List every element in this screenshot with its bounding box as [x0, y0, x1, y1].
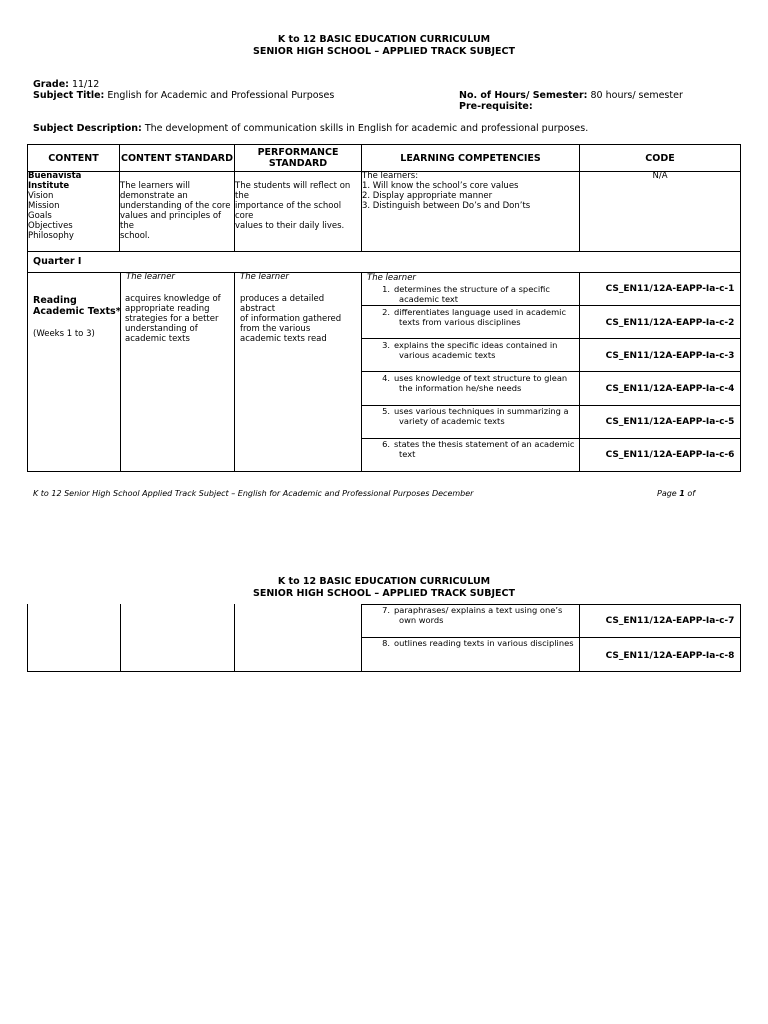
- competency-divider: [361, 305, 741, 306]
- competency-item: [362, 284, 550, 304]
- row-divider: [27, 671, 741, 672]
- institute-item: Objectives: [28, 221, 73, 231]
- institute-item: Goals: [28, 211, 52, 221]
- competency-line2: academic text: [399, 294, 459, 304]
- institute-name-line1: Buenavista: [28, 171, 82, 181]
- reading-content-title: [33, 295, 121, 317]
- competency-divider: [361, 338, 741, 339]
- competency-code: CS_EN11/12A-EAPP-Ia-c-8: [605, 651, 735, 661]
- description-label: Subject Description:: [33, 123, 142, 134]
- page2-header-line1: K to 12 BASIC EDUCATION CURRICULUM: [277, 576, 491, 587]
- col-divider: [740, 604, 741, 672]
- competency-number: 2.: [382, 307, 390, 317]
- institute-content-standard: [120, 181, 234, 241]
- text-line: The learners:: [362, 171, 419, 181]
- prerequisite-label: Pre-requisite:: [459, 101, 533, 112]
- institute-competencies: [362, 171, 579, 211]
- header-learning-competencies: LEARNING COMPETENCIES: [400, 152, 541, 164]
- competency-code: CS_EN11/12A-EAPP-Ia-c-6: [605, 450, 735, 460]
- competency-divider: [361, 371, 741, 372]
- competency-line1: differentiates language used in academic: [394, 307, 567, 317]
- competency-line1: determines the structure of a specific: [394, 284, 550, 294]
- footer-page-number: 1: [679, 489, 685, 498]
- subject-title-info: [33, 90, 334, 101]
- text-line: acquires knowledge of: [125, 294, 221, 304]
- text-line: values to their daily lives.: [235, 221, 345, 231]
- text-line: understanding of: [125, 324, 198, 334]
- institute-name-line2: Institute: [28, 181, 70, 191]
- text-line: academic texts read: [240, 334, 327, 344]
- competency-number: 1.: [382, 284, 390, 294]
- competency-number: 5.: [382, 406, 390, 416]
- text-line: appropriate reading: [125, 304, 210, 314]
- institute-content: [28, 171, 118, 241]
- competency-number: 7.: [382, 605, 390, 615]
- page-header-line1: K to 12 BASIC EDUCATION CURRICULUM: [277, 34, 491, 45]
- text-line: values and principles of the: [120, 211, 222, 231]
- competency-line2: various academic texts: [399, 350, 496, 360]
- competency-number: 6.: [382, 439, 390, 449]
- competency-line2: text: [399, 449, 416, 459]
- institute-performance-standard: [235, 181, 361, 231]
- competency-line1: uses various techniques in summarizing a: [394, 406, 569, 416]
- institute-item: Philosophy: [28, 231, 74, 241]
- reading-title-line2: Academic Texts*: [33, 306, 121, 317]
- competency-line1: explains the specific ideas contained in: [394, 340, 558, 350]
- subject-description: [33, 123, 588, 134]
- text-line: importance of the school core: [235, 201, 342, 221]
- text-line: The learners will: [120, 181, 190, 191]
- institute-item: Vision: [28, 191, 54, 201]
- competency-item: [362, 373, 567, 393]
- footer-page-prefix: Page: [657, 489, 677, 498]
- learner-label: The learner: [367, 273, 416, 283]
- col-divider: [234, 272, 235, 472]
- competency-line2: texts from various disciplines: [399, 317, 521, 327]
- grade-label: Grade:: [33, 79, 69, 90]
- competency-item: [362, 439, 574, 459]
- competency-code: CS_EN11/12A-EAPP-Ia-c-4: [605, 384, 735, 394]
- grade-value: 11/12: [71, 79, 100, 90]
- competency-item: [362, 638, 574, 648]
- grade-info: [33, 79, 99, 90]
- header-performance-line1: PERFORMANCE: [257, 147, 339, 158]
- text-line: 2. Display appropriate manner: [362, 191, 493, 201]
- text-line: The students will reflect on the: [235, 181, 351, 201]
- text-line: produces a detailed abstract: [240, 294, 325, 314]
- competency-code: CS_EN11/12A-EAPP-Ia-c-2: [605, 318, 735, 328]
- text-line: school.: [120, 231, 150, 241]
- reading-weeks: (Weeks 1 to 3): [33, 329, 95, 339]
- col-divider: [27, 604, 28, 672]
- reading-performance-standard: [240, 294, 360, 344]
- learner-label: The learner: [240, 272, 289, 282]
- competency-code: CS_EN11/12A-EAPP-Ia-c-5: [605, 417, 735, 427]
- competency-line1: uses knowledge of text structure to glean: [394, 373, 568, 383]
- text-line: 3. Distinguish between Do’s and Don’ts: [362, 201, 531, 211]
- header-code: CODE: [645, 152, 675, 164]
- reading-content-standard: [125, 294, 233, 344]
- page-header-line2: SENIOR HIGH SCHOOL – APPLIED TRACK SUBJECT: [252, 46, 515, 57]
- competency-line2: variety of academic texts: [399, 416, 505, 426]
- subject-title-label: Subject Title:: [33, 90, 105, 101]
- text-line: understanding of the core: [120, 201, 231, 211]
- competency-line1: paraphrases/ explains a text using one’s: [394, 605, 563, 615]
- subject-title-value: English for Academic and Professional Purposes: [107, 90, 335, 101]
- competency-line2: the information he/she needs: [399, 383, 522, 393]
- text-line: 1. Will know the school’s core values: [362, 181, 519, 191]
- text-line: strategies for a better: [125, 314, 219, 324]
- text-line: from the various: [240, 324, 311, 334]
- quarter-label: Quarter I: [33, 256, 82, 267]
- competency-line1: outlines reading texts in various disciplines: [394, 638, 574, 648]
- competency-code: CS_EN11/12A-EAPP-Ia-c-1: [605, 284, 735, 294]
- learner-label: The learner: [126, 272, 175, 282]
- competency-item: [362, 340, 557, 360]
- header-performance-standard: [235, 145, 361, 171]
- competency-line2: own words: [399, 615, 444, 625]
- competency-number: 3.: [382, 340, 390, 350]
- hours-label: No. of Hours/ Semester:: [459, 90, 588, 101]
- page-footer-page: [657, 489, 695, 498]
- page-footer-left: K to 12 Senior High School Applied Track Subject – English for Academic and Professional Purposes December: [33, 489, 474, 498]
- col-divider: [120, 604, 121, 672]
- competency-number: 8.: [382, 638, 390, 648]
- institute-code: N/A: [652, 171, 668, 181]
- competency-item: [362, 307, 566, 327]
- description-value: The development of communication skills in English for academic and professional purposes.: [144, 123, 589, 134]
- hours-value: 80 hours/ semester: [590, 90, 683, 101]
- competency-item: [362, 406, 569, 426]
- hours-info: [459, 90, 683, 101]
- row-divider: [27, 251, 741, 252]
- col-divider: [579, 272, 580, 472]
- competency-code: CS_EN11/12A-EAPP-Ia-c-7: [605, 616, 735, 626]
- page2-header-line2: SENIOR HIGH SCHOOL – APPLIED TRACK SUBJECT: [252, 588, 515, 599]
- competency-number: 4.: [382, 373, 390, 383]
- footer-page-suffix: of: [687, 489, 696, 498]
- reading-title-line1: Reading: [33, 295, 77, 306]
- competency-code: CS_EN11/12A-EAPP-Ia-c-3: [605, 351, 735, 361]
- header-performance-line2: STANDARD: [268, 158, 328, 169]
- header-content: CONTENT: [48, 152, 99, 164]
- col-divider: [234, 604, 235, 672]
- competency-line1: states the thesis statement of an academic: [394, 439, 575, 449]
- col-divider: [579, 604, 580, 672]
- competency-item: [362, 605, 562, 625]
- text-line: of information gathered: [240, 314, 342, 324]
- text-line: academic texts: [125, 334, 190, 344]
- header-content-standard: CONTENT STANDARD: [120, 152, 234, 164]
- institute-item: Mission: [28, 201, 60, 211]
- text-line: demonstrate an: [120, 191, 188, 201]
